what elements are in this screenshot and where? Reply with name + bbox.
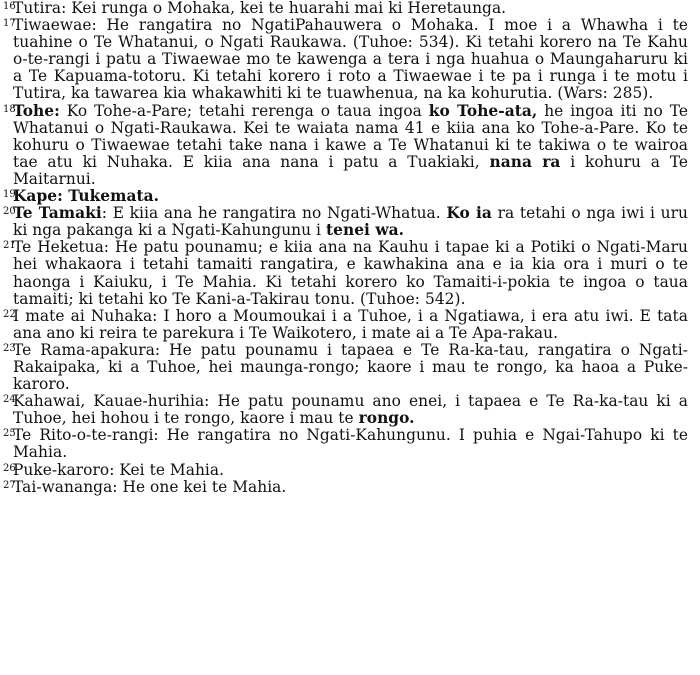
note-number: 19 [3,189,16,201]
note-paragraph [3,0,688,17]
note-text-bold: rongo. [358,409,415,428]
note-text: : E kiia ana he rangatira no Ngati-Whatua. [101,204,447,223]
note-number: 22 [3,308,16,320]
note-number: 26 [3,462,16,474]
note-paragraph [3,308,688,342]
note-text: Tai-wananga: He one kei te Mahia. [13,477,287,496]
note-number: 20 [3,206,16,218]
note-number: 16 [3,1,16,12]
note-number: 18 [3,103,16,115]
note-paragraph [3,239,688,307]
note-text-bold: Kape: Tukemata. [13,187,160,206]
note-paragraph [3,342,688,393]
note-text: Puke-karoro: Kei te Mahia. [13,460,225,479]
note-text-bold: Te Tamaki [13,204,102,223]
note-number: 27 [3,479,16,491]
note-paragraph [3,427,688,461]
note-text: I mate ai Nuhaka: I horo a Moumoukai i a Tuhoe, i a Ngatiawa, i era atu iwi. E tata ana ano ki reira te parekura i Te Waikotero, i mate ai a Te Apa-rakau. [13,306,688,342]
note-text: ra tetahi o nga iwi i uru ki nga pakanga ki a Ngati-Kahungunu i [13,204,688,240]
note-text-bold: tenei wa. [325,221,405,240]
note-text: Kahawai, Kauae-hurihia: He patu pounamu ano enei, i tapaea e Te Ra-ka-tau ki a Tuhoe, hei hohou i te rongo, kaore i mau te [13,392,688,428]
note-text-bold: Ko ia [446,204,492,223]
note-paragraph [3,205,688,239]
note-text: he ingoa iti no Te Whatanui o Ngati-Raukawa. Kei te waiata nama 41 e kiia ana ko Tohe-a-Pare. Ko te kohuru o Tiwaewae tetahi take nana i kawe a Te Whatanui ki te takiwa o te wairoa tae atu ki Nuhaka. E kiia ana nana i patu a Tuakiaki, [13,101,688,171]
note-number: 23 [3,342,16,354]
note-number: 24 [3,394,16,406]
note-text: i kohuru a Te Maitarnui. [13,152,688,188]
note-number: 25 [3,428,16,440]
note-text-bold: nana ra [489,152,561,171]
note-paragraph [3,188,688,205]
note-text: Ko Tohe-a-Pare; tetahi rerenga o taua ingoa [59,101,429,120]
notes-list [3,0,688,496]
note-text: Te Rama-apakura: He patu pounamu i tapaea e Te Ra-ka-tau, rangatira o Ngati-Rakaipaka, ki a Tuhoe, hei maunga-rongo; kaore i mau te rongo, ka haoa a Puke-karoro. [13,340,688,394]
note-text-bold: Tohe: [13,101,60,120]
note-paragraph [3,462,688,479]
note-text: Tutira: Kei runga o Mohaka, kei te huarahi mai ki Heretaunga. [13,0,507,17]
note-text: Tiwaewae: He rangatira no NgatiPahauwera o Mohaka. I moe i a Whawha i te tuahine o Te Whatanui, o Ngati Raukawa. (Tuhoe: 534). Ki tetahi korero na Te Kahu o-te-rangi i patu a Tiwaewae mo te kawenga a tera i nga huahua o Maungaharuru ki a Te Kapuama-totoru. Ki tetahi korero i roto a Tiwaewae i te pa i runga i te motu i Tutira, ka tawarea kia whakawhiti ki te tuawhenua, na ka kohurutia. (Wars: 285). [13,16,688,103]
note-paragraph [3,103,688,188]
note-text: Te Heketua: He patu pounamu; e kiia ana na Kauhu i tapae ki a Potiki o Ngati-Maru hei whakaora i tetahi tamaiti rangatira, e kawhakina ana e ia kia ora i muri o te haonga i Kaiuku, i Te Mahia. Ki tetahi korero ko Tamaiti-i-pokia te ingoa o taua tamaiti; ki tetahi ko Te Kani-a-Takirau tonu. (Tuhoe: 542). [13,238,688,308]
note-number: 17 [3,18,16,30]
note-paragraph [3,393,688,427]
note-text: Te Rito-o-te-rangi: He rangatira no Ngati-Kahungunu. I puhia e Ngai-Tahupo ki te Mahia. [13,426,688,462]
note-paragraph [3,479,688,496]
note-paragraph [3,17,688,102]
note-text-bold: ko Tohe-ata, [428,101,538,120]
note-number: 21 [3,240,16,252]
